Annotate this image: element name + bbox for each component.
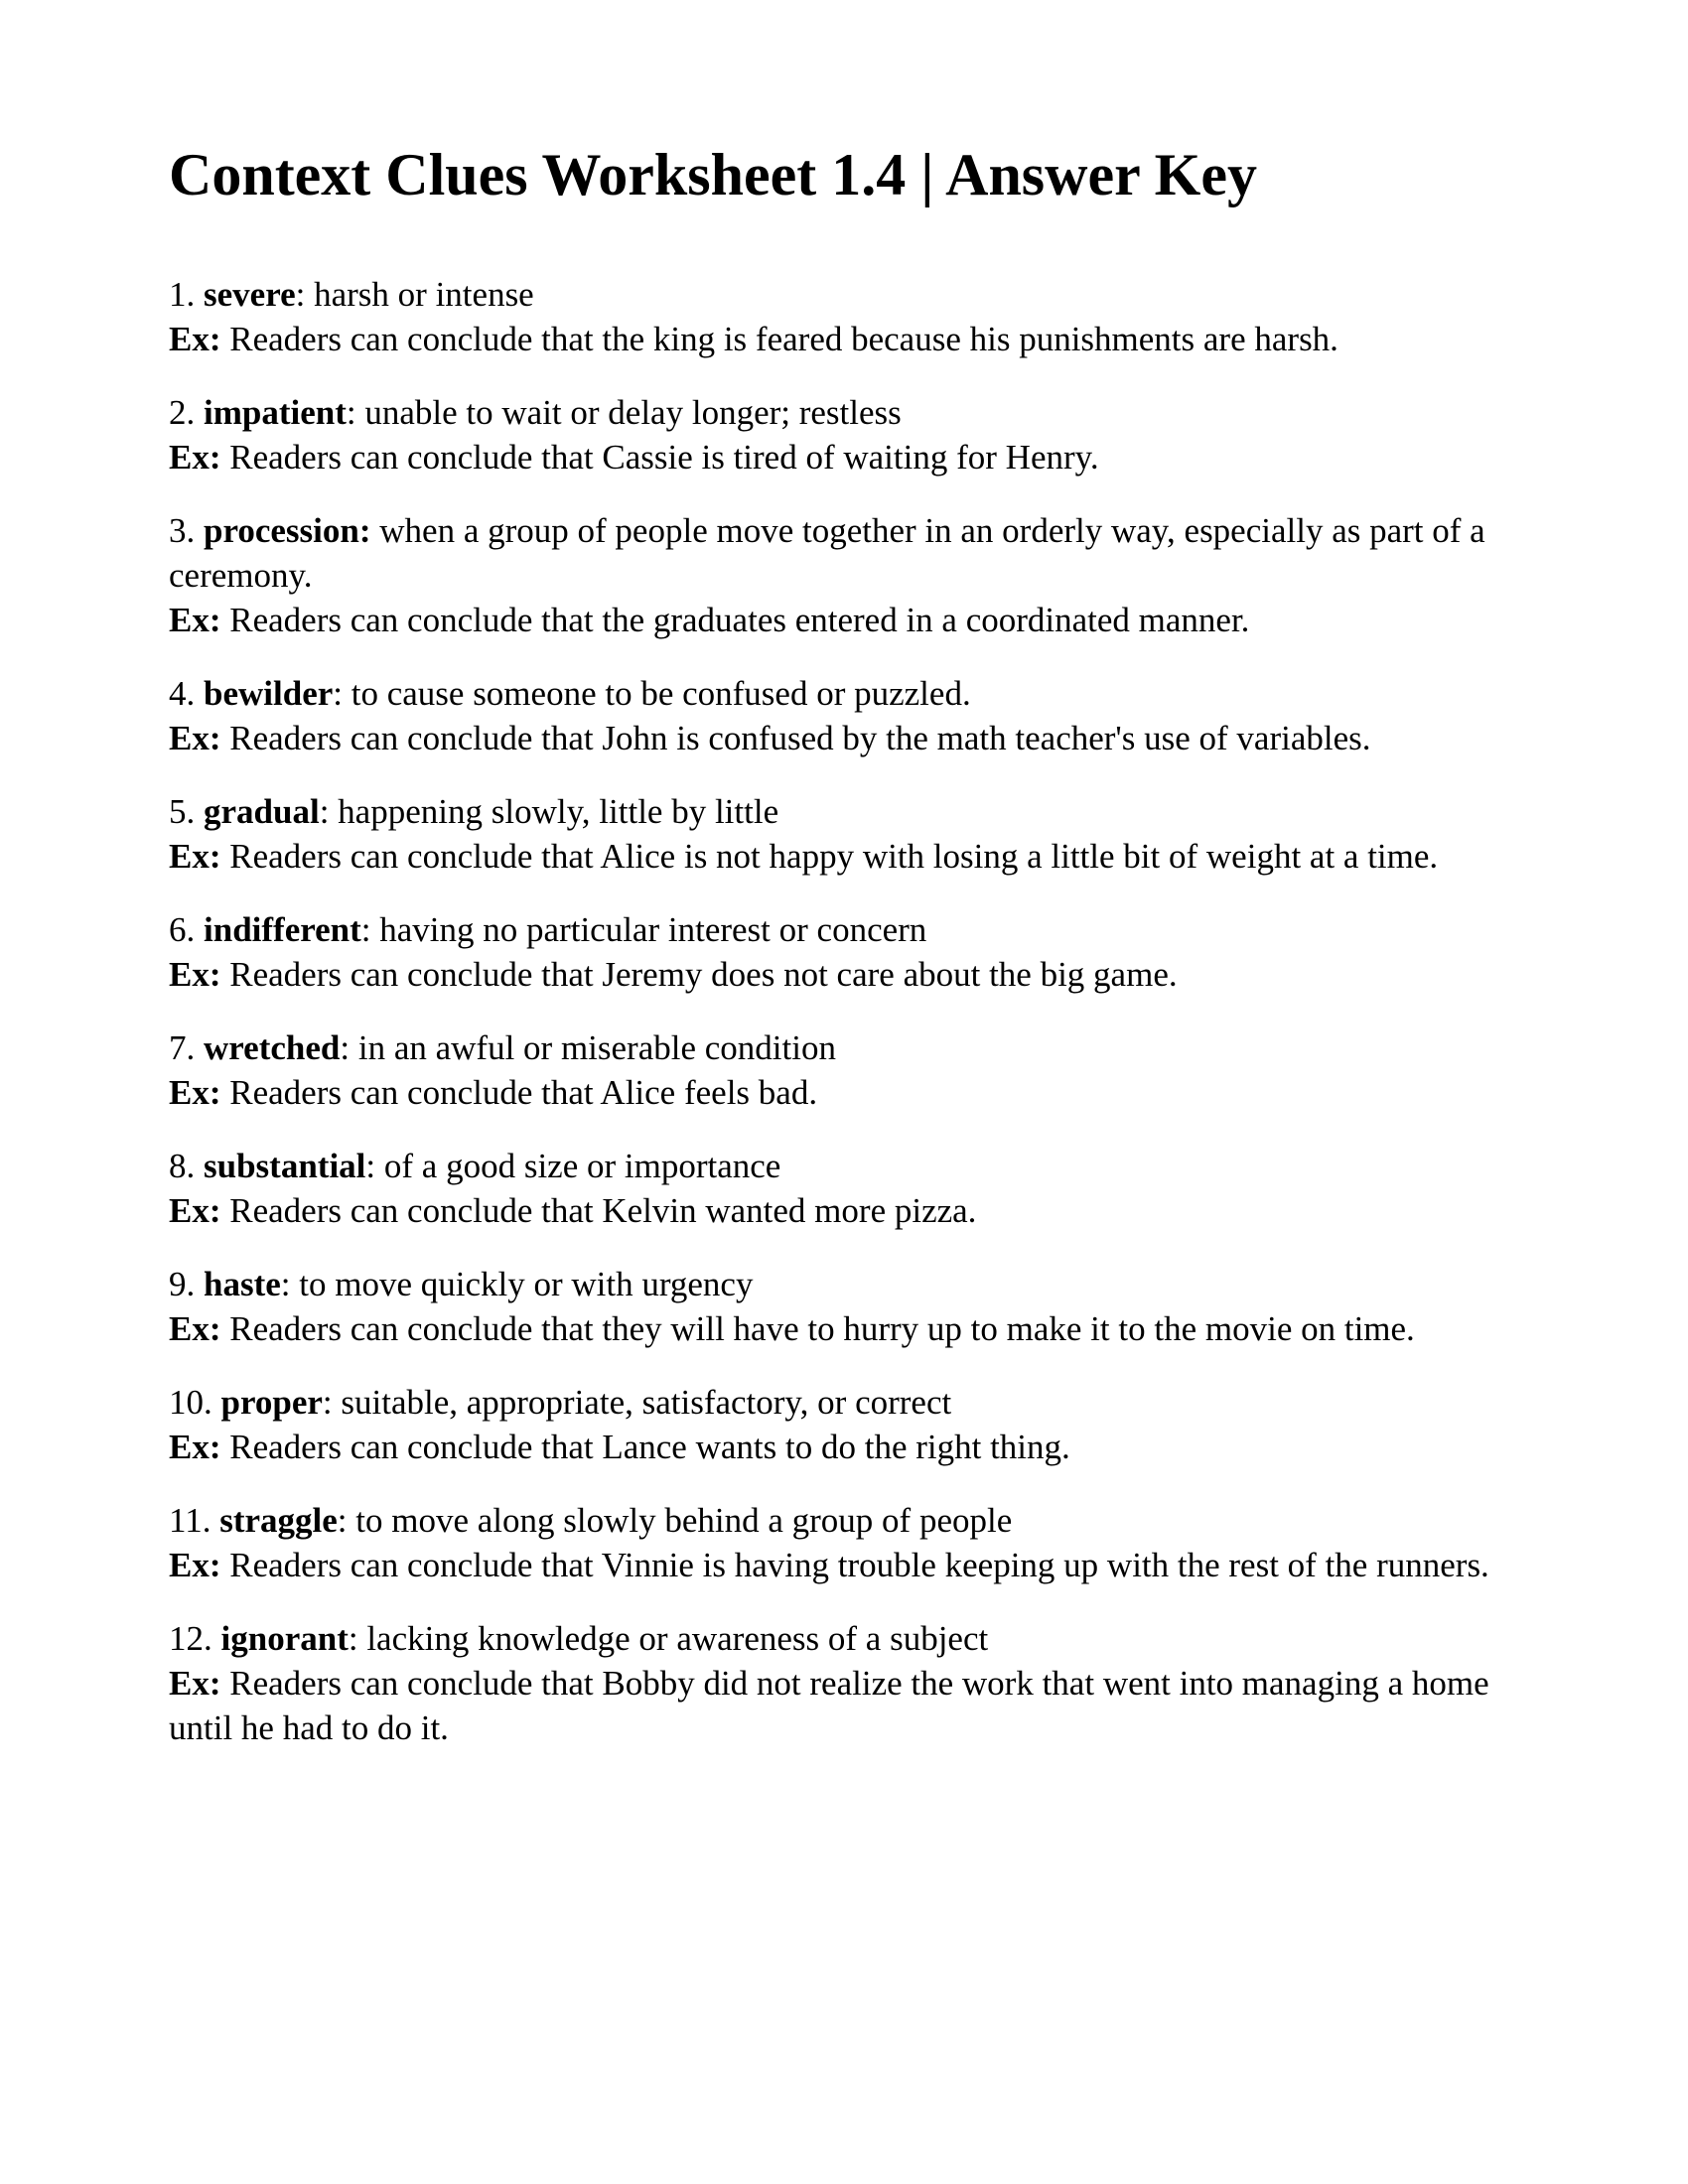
example-label: Ex:	[169, 601, 221, 639]
example-text: Readers can conclude that Kelvin wanted more pizza.	[229, 1191, 977, 1230]
example-text: Readers can conclude that Lance wants to do the right thing.	[229, 1428, 1070, 1466]
item-term: straggle	[219, 1501, 338, 1540]
item-term: impatient	[204, 393, 347, 432]
item-number: 7.	[169, 1028, 204, 1067]
example-label: Ex:	[169, 1428, 221, 1466]
item-definition: : of a good size or importance	[365, 1147, 781, 1185]
worksheet-items	[169, 272, 1509, 1750]
example-text: Readers can conclude that the graduates entered in a coordinated manner.	[229, 601, 1250, 639]
worksheet-item	[169, 508, 1509, 642]
item-number: 2.	[169, 393, 204, 432]
item-number: 12.	[169, 1619, 221, 1658]
worksheet-item	[169, 1262, 1509, 1351]
item-number: 5.	[169, 792, 204, 831]
item-definition: when a group of people move together in an orderly way, especially as part of a ceremony.	[169, 511, 1485, 595]
item-term: gradual	[204, 792, 320, 831]
item-term: substantial	[204, 1147, 366, 1185]
item-definition: : to cause someone to be confused or puzzled.	[333, 674, 971, 713]
example-text: Readers can conclude that Vinnie is having trouble keeping up with the rest of the runners.	[229, 1546, 1489, 1584]
example-label: Ex:	[169, 1664, 221, 1703]
item-definition: : suitable, appropriate, satisfactory, or correct	[322, 1383, 952, 1422]
item-definition: : unable to wait or delay longer; restless	[346, 393, 902, 432]
example-label: Ex:	[169, 1546, 221, 1584]
example-text: Readers can conclude that Alice is not happy with losing a little bit of weight at a time.	[229, 837, 1439, 876]
worksheet-item	[169, 1025, 1509, 1115]
item-number: 10.	[169, 1383, 221, 1422]
item-term: procession:	[204, 511, 371, 550]
item-definition: : in an awful or miserable condition	[340, 1028, 836, 1067]
example-label: Ex:	[169, 438, 221, 477]
item-number: 8.	[169, 1147, 204, 1185]
worksheet-item	[169, 671, 1509, 760]
item-definition: : to move quickly or with urgency	[280, 1265, 754, 1303]
worksheet-item	[169, 907, 1509, 997]
item-number: 3.	[169, 511, 204, 550]
page-title: Context Clues Worksheet 1.4 | Answer Key	[169, 142, 1257, 207]
item-definition: : to move along slowly behind a group of people	[337, 1501, 1013, 1540]
item-term: bewilder	[204, 674, 334, 713]
item-number: 11.	[169, 1501, 220, 1540]
item-number: 4.	[169, 674, 204, 713]
item-term: severe	[204, 275, 296, 314]
worksheet-item	[169, 789, 1509, 879]
item-definition: : happening slowly, little by little	[319, 792, 779, 831]
worksheet-item	[169, 1380, 1509, 1469]
item-number: 9.	[169, 1265, 204, 1303]
worksheet-item	[169, 1616, 1509, 1750]
item-term: haste	[204, 1265, 281, 1303]
worksheet-item	[169, 390, 1509, 479]
example-label: Ex:	[169, 719, 221, 757]
worksheet-item	[169, 1144, 1509, 1233]
example-text: Readers can conclude that Alice feels bad.	[229, 1073, 818, 1112]
example-label: Ex:	[169, 955, 221, 994]
example-text: Readers can conclude that they will have to hurry up to make it to the movie on time.	[229, 1309, 1415, 1348]
example-label: Ex:	[169, 1309, 221, 1348]
example-text: Readers can conclude that the king is feared because his punishments are harsh.	[229, 320, 1338, 358]
item-term: proper	[220, 1383, 323, 1422]
example-label: Ex:	[169, 320, 221, 358]
example-text: Readers can conclude that Jeremy does not care about the big game.	[229, 955, 1178, 994]
example-text: Readers can conclude that John is confused by the math teacher's use of variables.	[229, 719, 1371, 757]
item-number: 1.	[169, 275, 204, 314]
item-term: ignorant	[220, 1619, 349, 1658]
worksheet-item	[169, 1498, 1509, 1587]
example-text: Readers can conclude that Cassie is tired of waiting for Henry.	[229, 438, 1099, 477]
item-definition: : lacking knowledge or awareness of a subject	[348, 1619, 989, 1658]
example-text: Readers can conclude that Bobby did not realize the work that went into managing a home until he had to do it.	[169, 1664, 1489, 1747]
item-number: 6.	[169, 910, 204, 949]
item-definition: : having no particular interest or concern	[360, 910, 927, 949]
example-label: Ex:	[169, 1191, 221, 1230]
example-label: Ex:	[169, 837, 221, 876]
item-term: indifferent	[204, 910, 361, 949]
item-definition: : harsh or intense	[295, 275, 534, 314]
item-term: wretched	[204, 1028, 341, 1067]
worksheet-item	[169, 272, 1509, 361]
example-label: Ex:	[169, 1073, 221, 1112]
